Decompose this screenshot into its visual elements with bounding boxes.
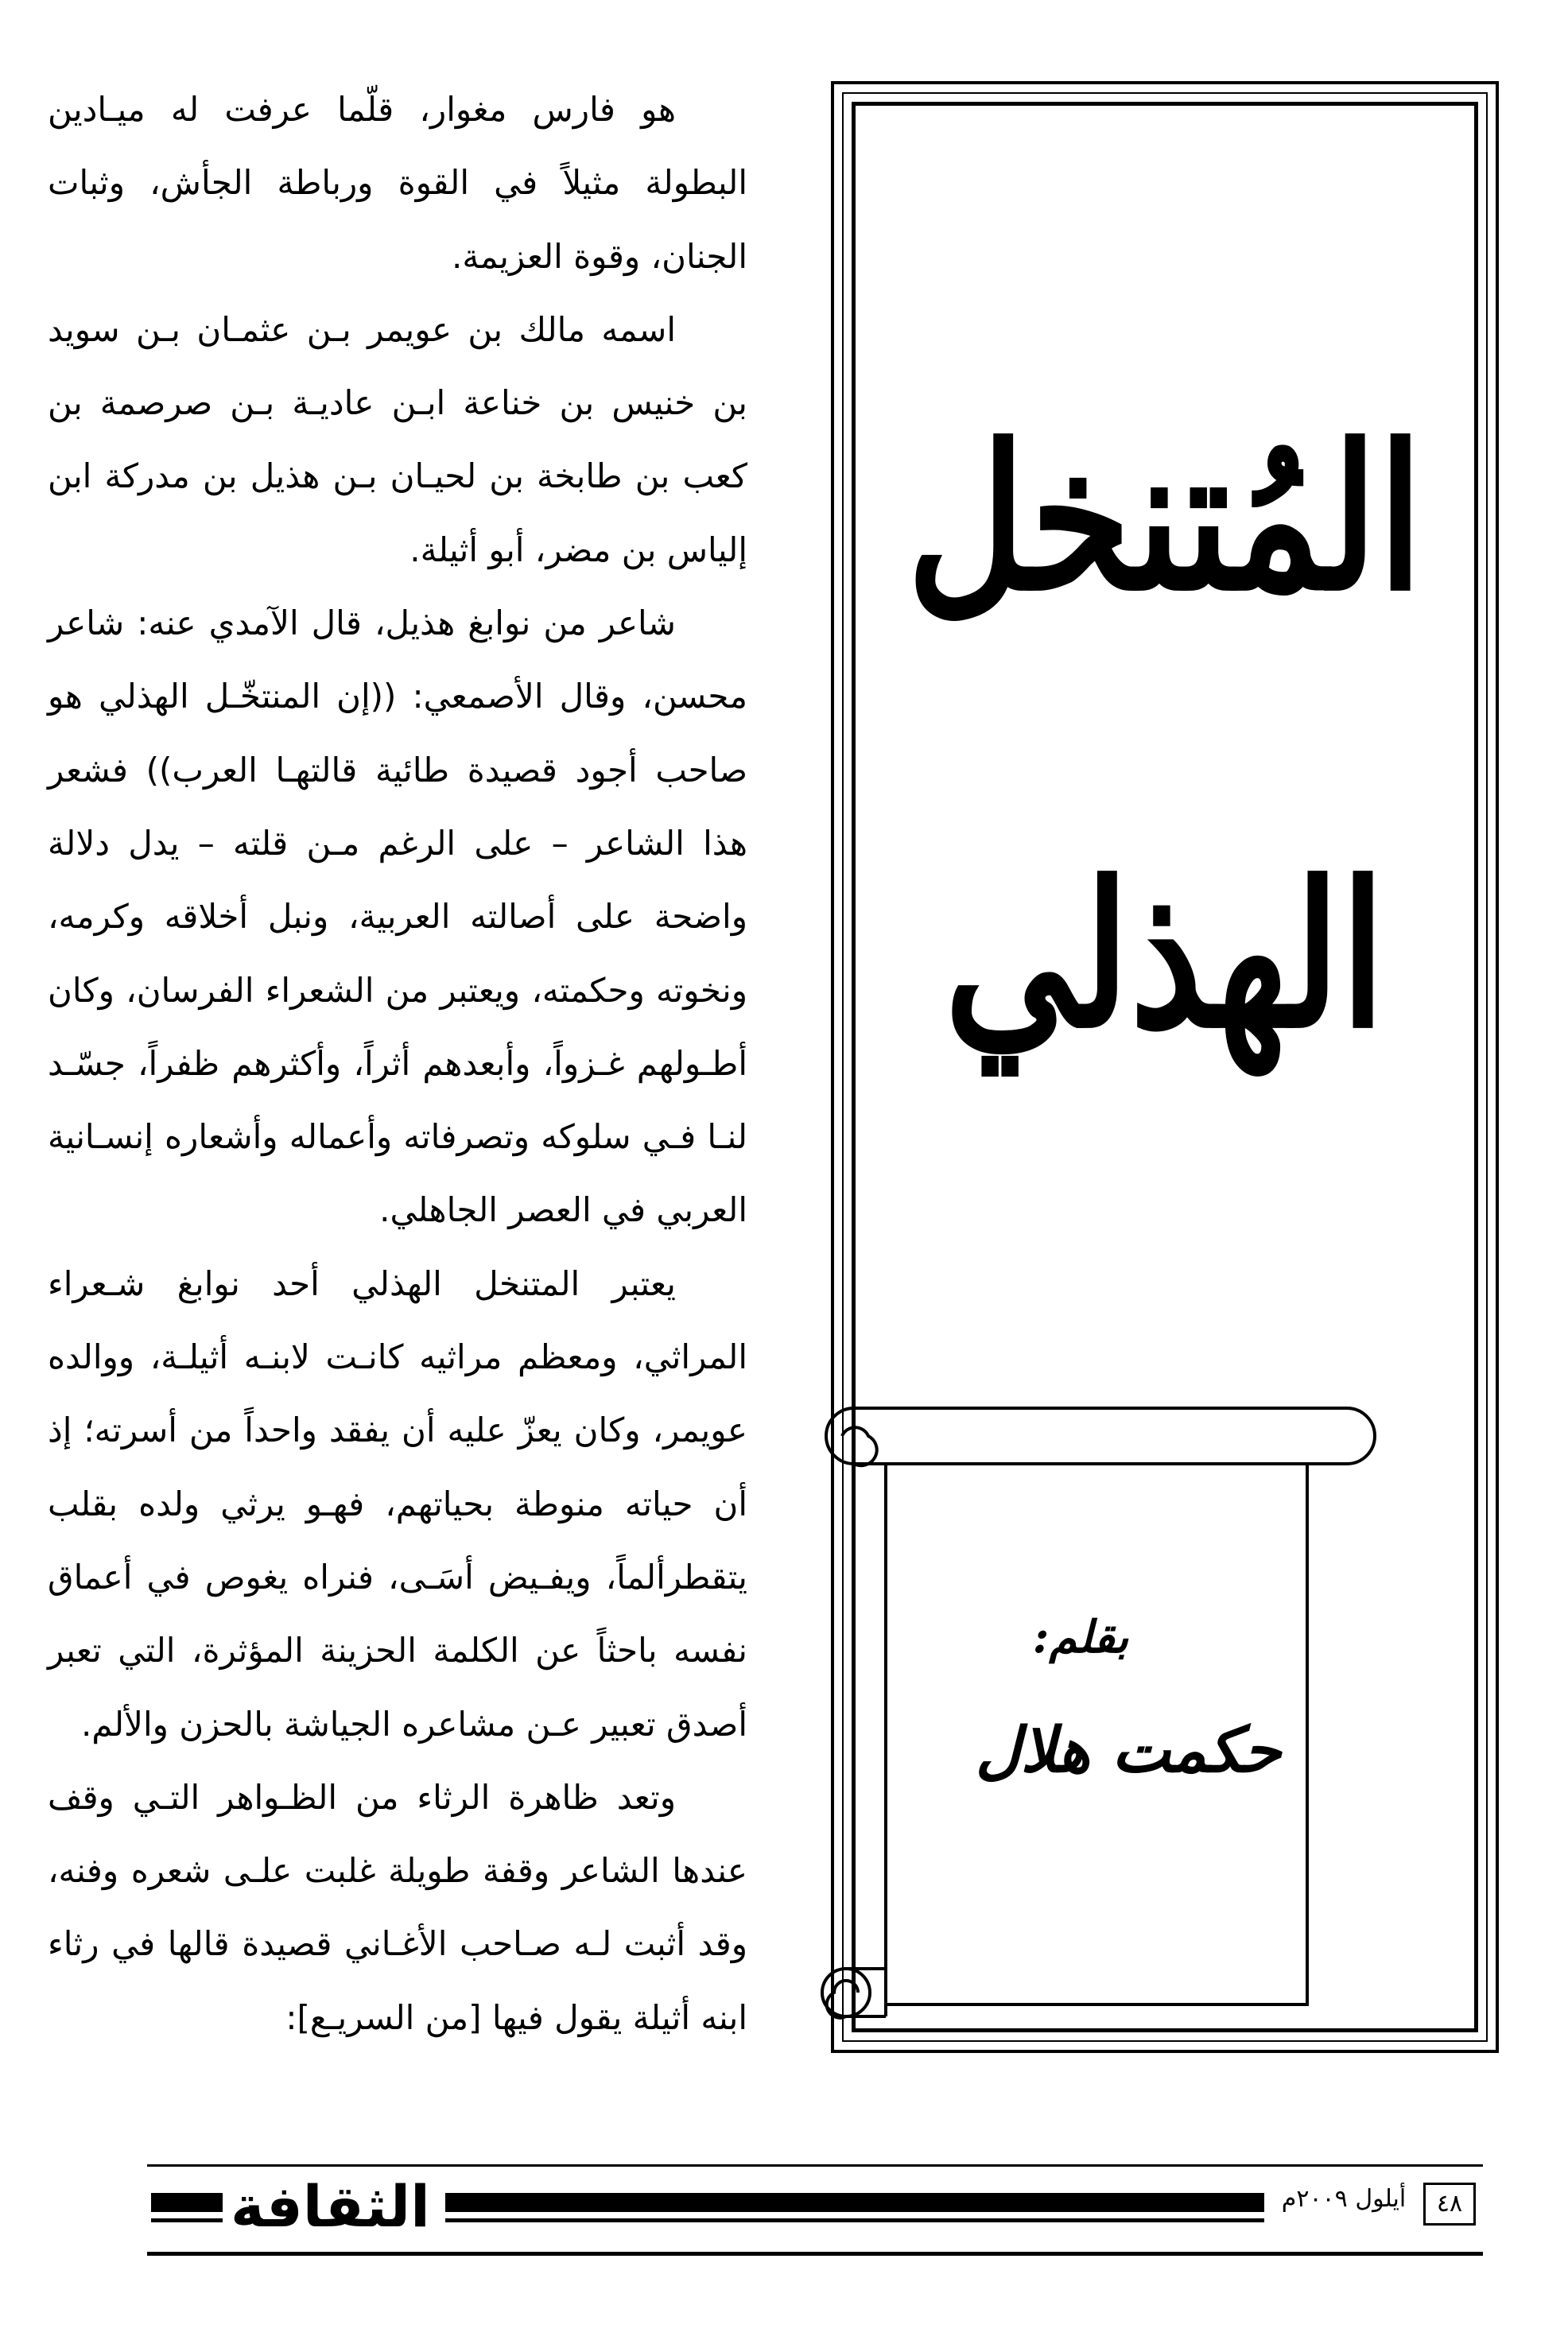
page-number: ٤٨ [1423, 2183, 1476, 2226]
article-paragraph: شاعر من نوابغ هذيل، قال الآمدي عنه: شاعر محسن، وقال الأصمعي: ((إن المنتخّـل الهذلي هو صاحب أجود قصيدة طائية قالتهـا العرب)) فشعر هذا الشاعر – على الرغم مـن قلته – يدل دلالة واضحة على أصالته العربية، ونبل أخلاقه وكرمه، ونخوته وحكمته، ويعتبر من الشعراء الفرسان، وكان أطـولهم غـزواً، وأبعدهم أثراً، وأكثرهم ظفراً، جسّـد لنـا فـي سلوكه وتصرفاته وأعماله وأشعاره إنسـانية العربي في العصر الجاهلي. [48, 603, 747, 1230]
title-panel [831, 81, 1499, 2053]
article-paragraph: هو فارس مغوار، قلّما عرفت له ميـادين البطولة مثيلاً في القوة ورباطة الجأش، وثبات الجنان، وقوة العزيمة. [48, 90, 747, 276]
article-paragraph: يعتبر المتنخل الهذلي أحد نوابغ شـعراء المراثي، ومعظم مراثيه كانـت لابنـه أثيلـة، ووالده عويمر، وكان يعزّ عليه أن يفقد واحداً من أسرته؛ إذ أن حياته منوطة بحياتهم، فهـو يرثي ولده بقلب يتقطرألماً، ويفـيض أسَـى، فنراه يغوص في أعماق نفسه باحثاً عن الكلمة الحزينة المؤثرة، التي تعبر أصدق تعبير عـن مشاعره الجياشة بالحزن والألم. [48, 1263, 747, 1744]
author-name: حكمت هلال [975, 1714, 1282, 1787]
footer-rule-long [445, 2218, 1264, 2222]
magazine-logo: الثقافة [231, 2173, 430, 2240]
article-title-line-1: المُتنخل [906, 401, 1423, 635]
article-title-line-2: الهذلي [944, 838, 1386, 1072]
footer-bar-long [445, 2193, 1264, 2212]
footer-bottom-rule [147, 2252, 1483, 2256]
footer-bar-left [151, 2193, 223, 2212]
issue-date: أيلول ٢٠٠٩م [1281, 2185, 1407, 2213]
byline-label: بقلم: [1032, 1611, 1129, 1663]
article-paragraph: اسمه مالك بن عويمر بـن عثمـان بـن سويد بن خنيس بن خناعة ابـن عاديـة بـن صرصمة بن كعب بن طابخة بن لحيـان بـن هذيل بن مدركة ابن إلياس بن مضر، أبو أثيلة. [48, 309, 747, 569]
article-body [48, 73, 747, 2055]
article-paragraph: وتعد ظاهرة الرثاء من الظـواهر التـي وقف عندها الشاعر وقفة طويلة غلبت علـى شعره وفنه، وقد أثبت لـه صـاحب الأغـاني قصيدة قالها في رثاء ابنه أثيلة يقول فيها [من السريـع]: [48, 1777, 747, 2037]
footer-rule-left [151, 2218, 223, 2222]
footer-top-rule [147, 2164, 1483, 2167]
